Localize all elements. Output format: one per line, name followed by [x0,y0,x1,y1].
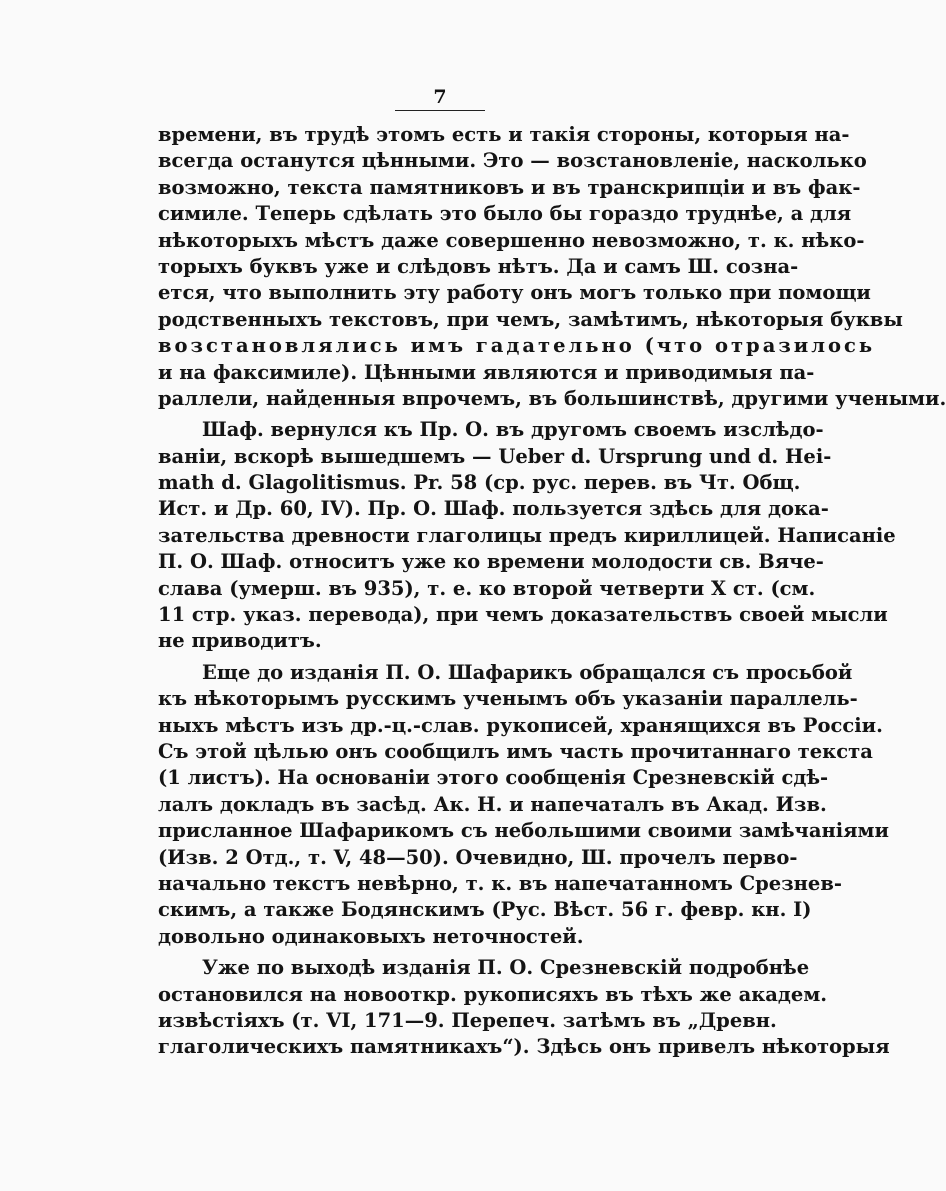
text-line: глаголическихъ памятникахъ“). Здѣсь онъ привелъ нѣкоторыя [158,1035,890,1059]
text-line: ется, что выполнить эту работу онъ могъ только при помощи [158,281,871,305]
text-line: извѣстіяхъ (т. VI, 171—9. Перепеч. затѣмъ въ „Древн. [158,1008,777,1032]
text-line: времени, въ трудѣ этомъ есть и такія стороны, которыя на- [158,123,850,146]
text-line: скимъ, а также Бодянскимъ (Рус. Вѣст. 56 г. февр. кн. I) [158,898,812,922]
body-text [158,122,946,1061]
text-line: Съ этой цѣлью онъ сообщилъ имъ часть прочитаннаго текста [158,739,873,763]
text-line: math d. Glagolitismus. Pr. 58 (ср. рус. перев. въ Чт. Общ. [158,471,801,495]
text-line: ныхъ мѣстъ изъ др.-ц.-слав. рукописей, хранящихся въ Россіи. [158,713,883,737]
paragraph-4 [158,955,890,1061]
text-line: симиле. Теперь сдѣлать это было бы гораздо труднѣе, а для [158,202,852,226]
text-line: П. О. Шаф. относитъ уже ко времени молодости св. Вяче- [158,550,824,574]
text-line: присланное Шафарикомъ съ небольшими своими замѣчаніями [158,819,889,843]
text-line: остановился на новооткр. рукописяхъ въ тѣхъ же академ. [158,982,828,1006]
text-line: къ нѣкоторымъ русскимъ ученымъ объ указаніи параллель- [158,687,858,711]
text-line: слава (умерш. въ 935), т. е. ко второй четверти X ст. (см. [158,576,816,600]
text-line: (Изв. 2 Отд., т. V, 48—50). Очевидно, Ш. прочелъ перво- [158,845,798,869]
text-line: лалъ докладъ въ засѣд. Ак. Н. и напечаталъ въ Акад. Изв. [158,792,827,816]
text-line: начально текстъ невѣрно, т. к. въ напечатанномъ Срезнев- [158,871,842,895]
page-number: 7 [395,86,485,111]
paragraph-1 [158,122,946,412]
text-line: всегда останутся цѣнными. Это — возстановленіе, насколько [158,149,867,173]
text-line: не приводитъ. [158,629,322,653]
text-line: и на факсимиле). Цѣнными являются и приводимыя па- [158,360,815,384]
text-line: (1 листъ). На основаніи этого сообщенія Срезневскій сдѣ- [158,766,829,790]
text-line: возстановлялись имъ гадательно (что отразилось [158,334,876,358]
paragraph-2 [158,417,896,655]
text-line: Уже по выходѣ изданія П. О. Срезневскій подробнѣе [202,956,810,980]
text-line: нѣкоторыхъ мѣстъ даже совершенно невозможно, т. к. нѣко- [158,228,865,252]
text-line: 11 стр. указ. перевода), при чемъ доказательствъ своей мысли [158,603,888,627]
text-line: раллели, найденныя впрочемъ, въ большинствѣ, другими учеными. [158,386,946,410]
text-line: зательства древности глаголицы предъ кириллицей. Написаніе [158,523,896,547]
text-line: Шаф. вернулся къ Пр. О. въ другомъ своемъ изслѣдо- [202,418,824,442]
text-line: родственныхъ текстовъ, при чемъ, замѣтимъ, нѣкоторыя буквы [158,307,903,331]
text-line: Ист. и Др. 60, IV). Пр. О. Шаф. пользуется здѣсь для дока- [158,497,829,521]
paragraph-3 [158,660,889,950]
text-line: торыхъ буквъ уже и слѣдовъ нѣтъ. Да и самъ Ш. созна- [158,254,799,278]
text-line: ваніи, вскорѣ вышедшемъ — Ueber d. Ursprung und d. Hei- [158,444,832,468]
text-line: довольно одинаковыхъ неточностей. [158,924,584,948]
text-line: Еще до изданія П. О. Шафарикъ обращался съ просьбой [202,660,853,684]
text-line: возможно, текста памятниковъ и въ транскрипціи и въ фак- [158,175,861,199]
